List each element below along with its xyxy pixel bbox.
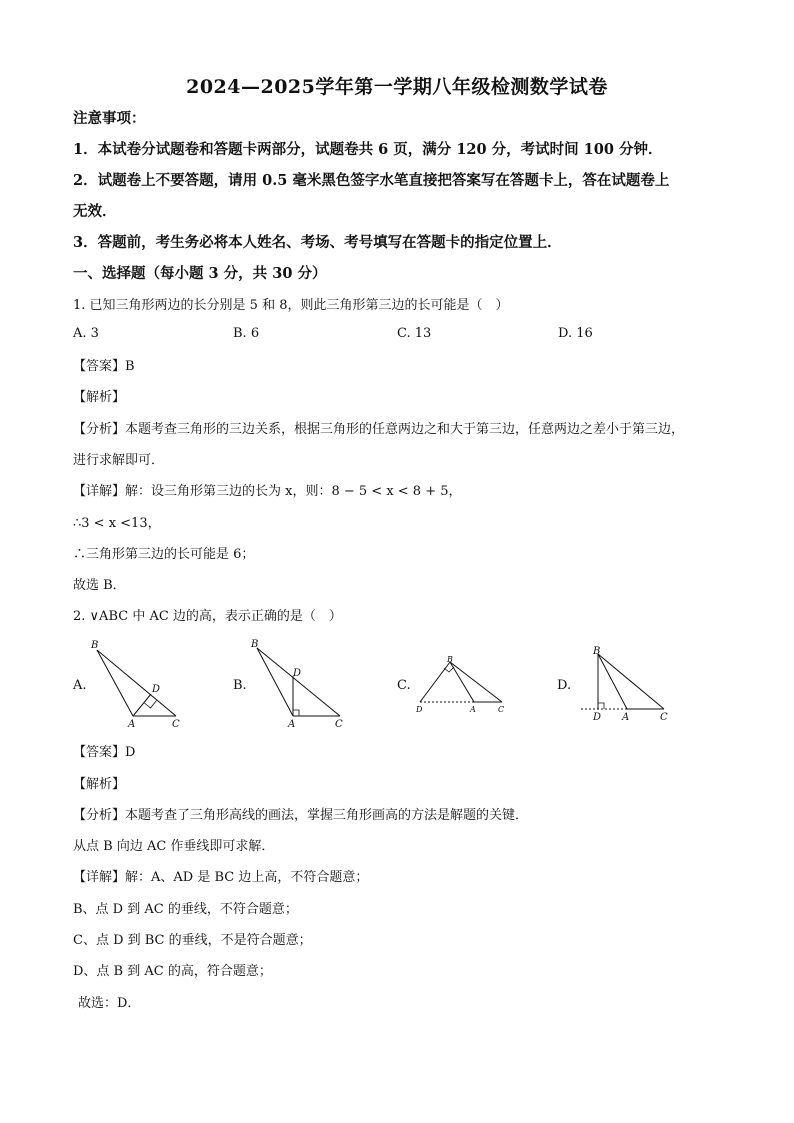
- analysis-1-line-2: 进行求解即可．: [73, 453, 165, 468]
- figure-b-right-angle-mark: [293, 710, 299, 716]
- detail-2-line-4: D、点 B 到 AC 的高，符合题意；: [73, 964, 272, 979]
- figure-a-label: A.: [73, 678, 87, 693]
- notice-item-2-continued: 无效．: [73, 203, 117, 220]
- figure-b-side-ba: [257, 648, 293, 716]
- notice-item-1: 1．本试卷分试题卷和答题卡两部分，试题卷共 6 页，满分 120 分，考试时间 100 分钟．: [73, 141, 663, 158]
- figure-d-point-a: A: [622, 712, 630, 723]
- question-1-options: [73, 326, 733, 346]
- figure-c-point-c: C: [498, 705, 505, 714]
- figure-d-label: D.: [557, 678, 572, 693]
- figure-a-side-ba: [97, 650, 133, 716]
- option-b: B. 6: [233, 326, 260, 341]
- detail-2-line-3: C、点 D 到 BC 的垂线，不是符合题意；: [73, 933, 312, 948]
- detail-1-line-3: ∴三角形第三边的长可能是 6；: [73, 547, 255, 562]
- figure-b-label: B.: [233, 678, 247, 693]
- detail-1-line-1: 【详解】解：设三角形第三边的长为 x，则：8 − 5 < x < 8 + 5，: [73, 484, 462, 499]
- figure-d-side-ba: [598, 654, 627, 709]
- analysis-heading-2: 【解析】: [73, 777, 126, 792]
- figure-b: [248, 634, 353, 731]
- figure-a-side-bc: [97, 650, 176, 716]
- figure-b-point-b: B: [251, 639, 259, 650]
- section-heading: 一、选择题（每小题 3 分，共 30 分）: [73, 265, 327, 282]
- conclusion-2: 故选：D．: [78, 996, 141, 1011]
- notice-item-3: 3．答题前，考生务必将本人姓名、考场、考号填写在答题卡的指定位置上．: [73, 234, 562, 251]
- figure-a-point-d: D: [152, 684, 161, 695]
- figure-a: [88, 636, 188, 731]
- option-a: A. 3: [73, 326, 99, 341]
- figure-c-point-d: D: [416, 705, 423, 714]
- figure-c-point-a: A: [470, 705, 476, 714]
- figure-c-side-ba: [450, 662, 474, 702]
- figure-b-point-d: D: [293, 668, 302, 679]
- figure-d-point-d: D: [593, 712, 602, 723]
- figure-a-right-angle-mark: [145, 701, 157, 709]
- figure-d-right-angle-mark: [598, 703, 604, 709]
- figure-d-side-bc: [598, 654, 664, 709]
- question-2-stem: 2. ∨ABC 中 AC 边的高，表示正确的是（ ）: [73, 609, 342, 624]
- figure-d-point-b: B: [593, 646, 601, 657]
- answer-2: 【答案】D: [73, 745, 136, 760]
- detail-1-line-2: ∴3 < x <13，: [73, 516, 161, 531]
- option-c: C. 13: [397, 326, 432, 341]
- figure-c-label: C.: [397, 678, 411, 693]
- analysis-1-line-1: 【分析】本题考查三角形的三边关系，根据三角形的任意两边之和大于第三边，任意两边之差小于第三边，: [73, 422, 685, 437]
- detail-1-line-4: 故选 B．: [73, 578, 126, 593]
- figure-b-point-a: A: [288, 719, 296, 730]
- figure-c-side-bc: [450, 662, 502, 702]
- detail-2-line-2: B、点 D 到 AC 的垂线，不符合题意；: [73, 902, 298, 917]
- figure-a-point-a: A: [128, 719, 136, 730]
- figure-a-point-b: B: [91, 640, 99, 651]
- figure-b-side-bc: [257, 648, 340, 716]
- analysis-2-line-1: 【分析】本题考查了三角形高线的画法，掌握三角形画高的方法是解题的关键．: [73, 808, 529, 823]
- option-d: D. 16: [558, 326, 593, 341]
- figure-b-point-c: C: [335, 719, 343, 730]
- notice-heading: 注意事项：: [73, 110, 146, 127]
- page-title: 2024—2025学年第一学期八年级检测数学试卷: [186, 76, 608, 98]
- figure-d: [578, 644, 673, 724]
- analysis-2-line-2: 从点 B 向边 AC 作垂线即可求解．: [73, 839, 275, 854]
- figure-a-segment-ad: [133, 694, 151, 716]
- figure-c: [410, 652, 510, 718]
- detail-2-line-1: 【详解】解：A、AD 是 BC 边上高，不符合题意；: [73, 870, 369, 885]
- notice-item-2: 2．试题卷上不要答题，请用 0.5 毫米黑色签字水笔直接把答案写在答题卡上，答在试题卷上: [73, 172, 670, 189]
- figure-c-point-b: B: [447, 655, 453, 664]
- figure-c-segment-bd: [420, 662, 450, 702]
- figure-a-point-c: C: [172, 719, 180, 730]
- answer-1: 【答案】B: [73, 359, 135, 374]
- analysis-heading-1: 【解析】: [73, 390, 126, 405]
- figure-d-point-c: C: [660, 712, 668, 723]
- question-1-stem: 1. 已知三角形两边的长分别是 5 和 8，则此三角形第三边的长可能是（ ）: [73, 298, 509, 313]
